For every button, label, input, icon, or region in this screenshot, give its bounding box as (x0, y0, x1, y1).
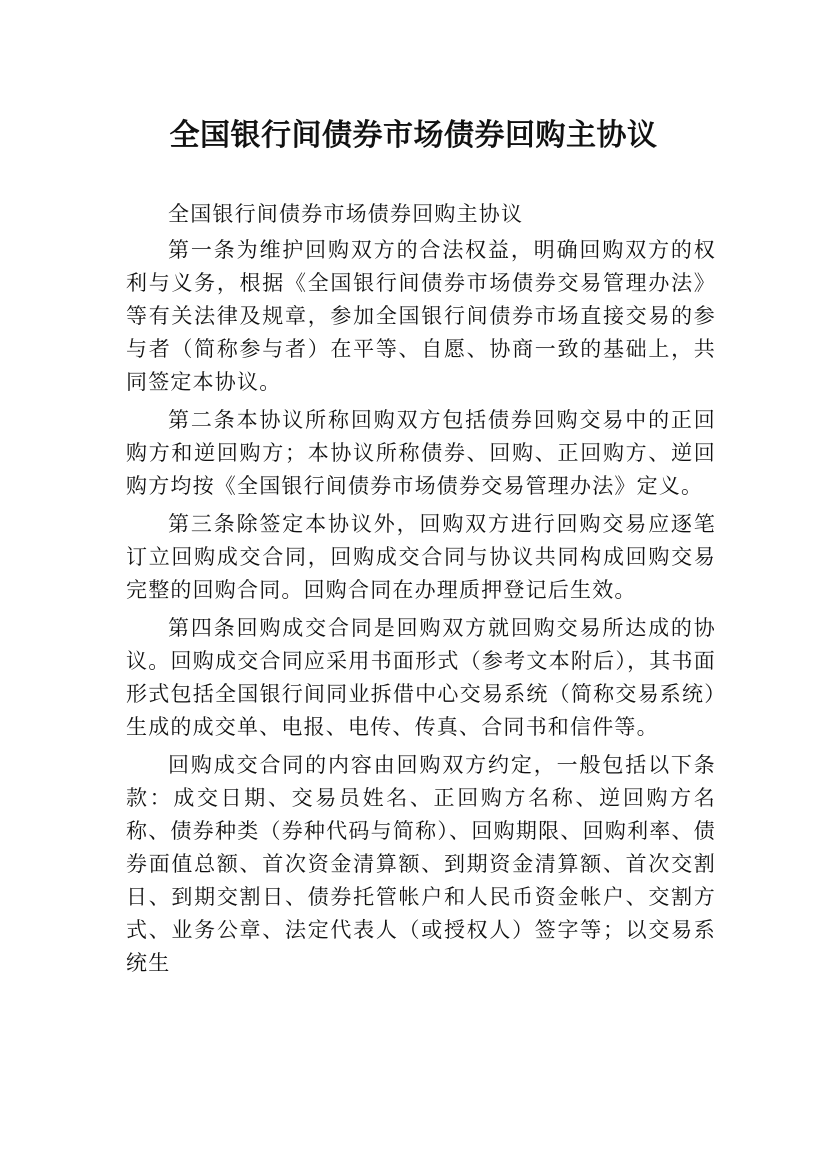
paragraph-article-2: 第二条本协议所称回购双方包括债券回购交易中的正回购方和逆回购方；本协议所称债券、回购、正回购方、逆回购方均按《全国银行间债券市场债券交易管理办法》定义。 (126, 408, 716, 498)
paragraph-article-4: 第四条回购成交合同是回购双方就回购交易所达成的协议。回购成交合同应采用书面形式（参考文本附后），其书面形式包括全国银行间同业拆借中心交易系统（简称交易系统）生成的成交单、电报、电传、传真、合同书和信件等。 (126, 616, 716, 739)
paragraph-heading: 全国银行间债券市场债券回购主协议 (168, 202, 524, 226)
paragraph-contract-terms: 回购成交合同的内容由回购双方约定，一般包括以下条款：成交日期、交易员姓名、正回购方名称、逆回购方名称、债券种类（券种代码与简称）、回购期限、回购利率、债券面值总额、首次资金清算额、到期资金清算额、首次交割日、到期交割日、债券托管帐户和人民币资金帐户、交割方式、业务公章、法定代表人（或授权人）签字等；以交易系统生 (126, 753, 716, 975)
document-title: 全国银行间债券市场债券回购主协议 (169, 118, 658, 154)
paragraph-article-1: 第一条为维护回购双方的合法权益，明确回购双方的权利与义务，根据《全国银行间债券市场债券交易管理办法》等有关法律及规章，参加全国银行间债券市场直接交易的参与者（简称参与者）在平等、自愿、协商一致的基础上，共同签定本协议。 (126, 238, 716, 394)
document-body (126, 198, 716, 985)
paragraph-article-3: 第三条除签定本协议外，回购双方进行回购交易应逐笔订立回购成交合同，回购成交合同与协议共同构成回购交易完整的回购合同。回购合同在办理质押登记后生效。 (126, 512, 716, 602)
